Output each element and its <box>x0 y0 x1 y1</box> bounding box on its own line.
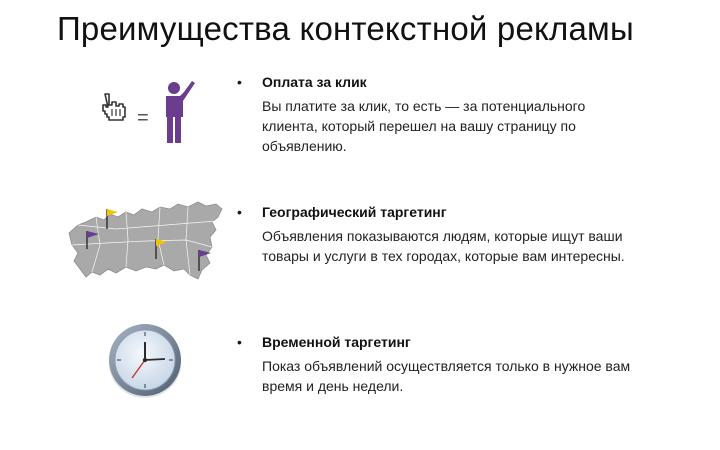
feature-heading: Временной таргетинг <box>262 334 411 350</box>
pay-per-click-illustration <box>95 80 205 150</box>
bullet-point: • <box>237 334 242 350</box>
feature-description: Вы платите за клик, то есть — за потенциального клиента, который перешел на вашу страницу по объявлению. <box>262 98 586 154</box>
equals-sign: = <box>137 107 149 129</box>
feature-pay-per-click <box>237 73 697 156</box>
wall-clock-icon <box>105 320 185 400</box>
minute-hand <box>145 359 165 360</box>
feature-description: Показ объявлений осуществляется только в нужное вам время и день недели. <box>262 358 631 394</box>
hand-cursor-equals-person-icon <box>95 80 205 150</box>
feature-heading: Географический таргетинг <box>262 204 447 220</box>
geo-targeting-illustration <box>66 195 226 290</box>
feature-heading: Оплата за клик <box>262 74 367 90</box>
russia-map-with-flags-icon <box>66 195 226 290</box>
bullet-point: • <box>237 204 242 220</box>
feature-description: Объявления показываются людям, которые ищут ваши товары и услуги в тех городах, которые вам интересны. <box>262 228 625 264</box>
hand-cursor-icon <box>103 94 125 120</box>
bullet-point: • <box>237 74 242 90</box>
person-raising-hand-icon <box>166 81 195 143</box>
feature-geo-targeting <box>237 203 697 266</box>
time-targeting-illustration <box>105 320 185 400</box>
feature-time-targeting <box>237 333 697 396</box>
slide-title: Преимущества контекстной рекламы <box>57 10 634 47</box>
